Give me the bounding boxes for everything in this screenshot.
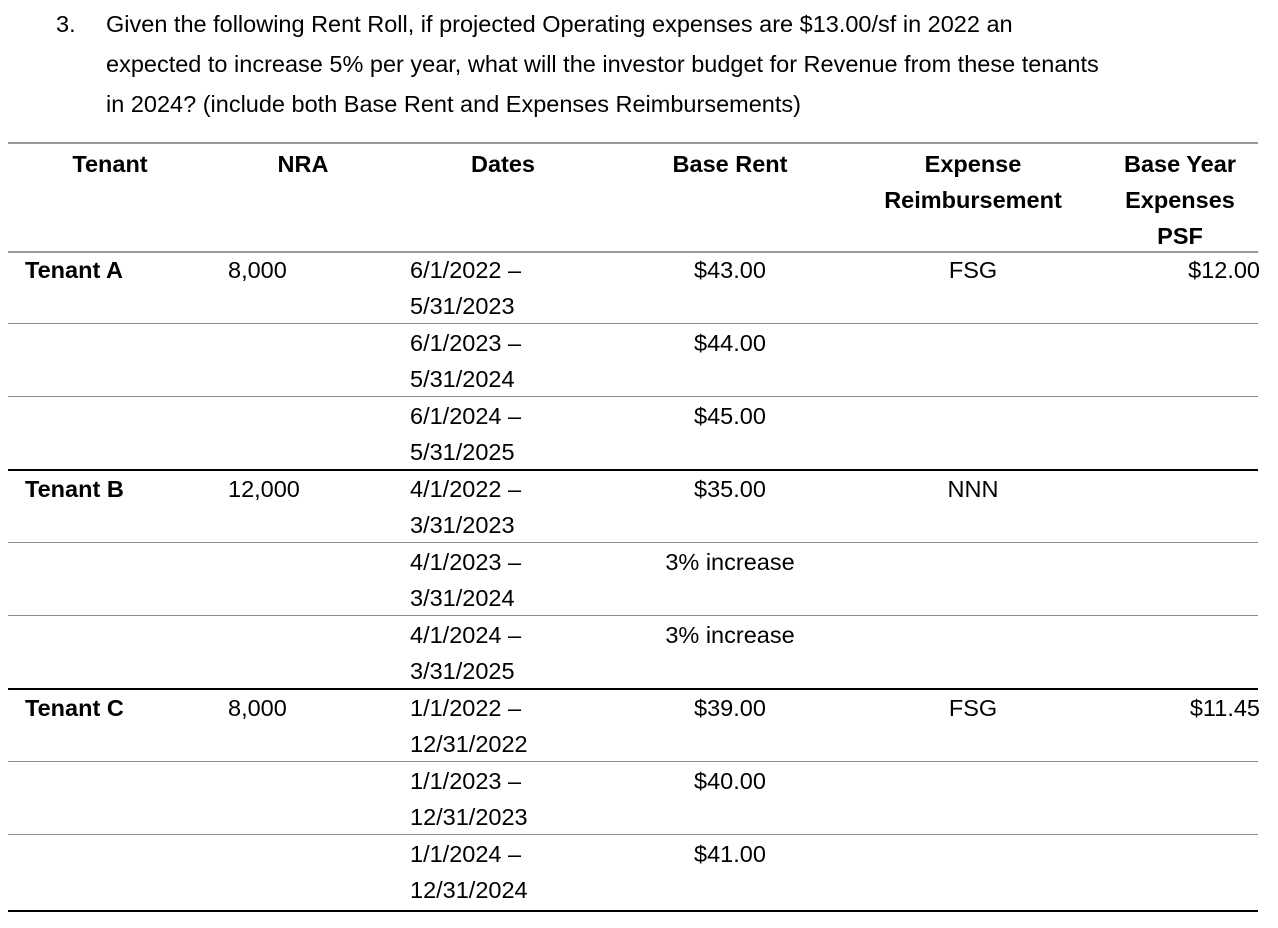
reimbursement-type: NNN	[947, 476, 999, 502]
table-row	[8, 689, 1258, 762]
base-year-expense-value: $11.45	[1189, 695, 1260, 721]
table-row	[8, 616, 1258, 690]
date-end: 3/31/2023	[410, 512, 515, 538]
date-end: 12/31/2022	[410, 731, 528, 757]
reimbursement-type: FSG	[948, 695, 998, 721]
table-row	[8, 397, 1258, 471]
header-base-rent-label: Base Rent	[672, 151, 788, 177]
base-rent-value: 3% increase	[665, 622, 795, 648]
reimbursement-type: FSG	[948, 257, 998, 283]
date-range	[410, 398, 610, 470]
base-rent-value: $41.00	[694, 841, 766, 867]
date-range	[410, 544, 610, 616]
question-line-2: expected to increase 5% per year, what will the investor budget for Revenue from these tenants	[106, 51, 1099, 77]
date-start: 6/1/2024 –	[410, 403, 522, 429]
nra-value: 8,000	[228, 257, 287, 283]
date-start: 4/1/2023 –	[410, 549, 522, 575]
date-start: 4/1/2024 –	[410, 622, 522, 648]
base-rent-value: $39.00	[694, 695, 766, 721]
date-end: 12/31/2023	[410, 804, 528, 830]
base-rent-value: $44.00	[694, 330, 766, 356]
date-start: 4/1/2022 –	[410, 476, 522, 502]
table-row	[8, 762, 1258, 835]
table-header-row	[8, 144, 1258, 253]
date-end: 5/31/2024	[410, 366, 515, 392]
base-year-expense-value: $12.00	[1188, 257, 1260, 283]
date-end: 12/31/2024	[410, 877, 528, 903]
date-range	[410, 763, 610, 835]
header-base-year-line-1: Base Year	[1124, 151, 1236, 177]
rent-roll-table	[8, 142, 1258, 912]
header-dates-label: Dates	[470, 151, 535, 177]
table-row	[8, 543, 1258, 616]
tenant-name: Tenant A	[25, 257, 123, 283]
date-range	[410, 836, 610, 908]
nra-value: 8,000	[228, 695, 287, 721]
date-range	[410, 252, 610, 324]
date-range	[410, 325, 610, 397]
date-start: 1/1/2024 –	[410, 841, 522, 867]
question-line-3: in 2024? (include both Base Rent and Expenses Reimbursements)	[106, 91, 801, 117]
question-block	[56, 4, 1266, 124]
base-rent-value: 3% increase	[665, 549, 795, 575]
header-nra	[248, 146, 358, 182]
date-end: 5/31/2025	[410, 439, 515, 465]
nra-value: 12,000	[228, 476, 300, 502]
header-dates	[418, 146, 588, 182]
table-row	[8, 835, 1258, 907]
date-end: 3/31/2025	[410, 658, 515, 684]
header-tenant	[25, 146, 195, 182]
table-row	[8, 470, 1258, 543]
date-start: 1/1/2022 –	[410, 695, 522, 721]
tenant-name: Tenant C	[25, 695, 124, 721]
date-end: 3/31/2024	[410, 585, 515, 611]
date-start: 1/1/2023 –	[410, 768, 522, 794]
base-rent-value: $40.00	[694, 768, 766, 794]
table-row	[8, 251, 1258, 324]
date-range	[410, 690, 610, 762]
header-base-year-line-3: PSF	[1157, 223, 1203, 249]
header-expense-line-1: Expense	[924, 151, 1022, 177]
header-base-year-expenses	[1106, 146, 1254, 254]
date-start: 6/1/2023 –	[410, 330, 522, 356]
header-base-rent	[620, 146, 840, 182]
base-rent-value: $45.00	[694, 403, 766, 429]
table-row	[8, 324, 1258, 397]
date-start: 6/1/2022 –	[410, 257, 522, 283]
header-tenant-label: Tenant	[72, 151, 148, 177]
date-range	[410, 617, 610, 689]
tenant-name: Tenant B	[25, 476, 124, 502]
header-nra-label: NRA	[277, 151, 329, 177]
header-base-year-line-2: Expenses	[1125, 187, 1235, 213]
base-rent-value: $35.00	[694, 476, 766, 502]
date-end: 5/31/2023	[410, 293, 515, 319]
question-line-1: Given the following Rent Roll, if projected Operating expenses are $13.00/sf in 2022 an	[106, 11, 1013, 37]
base-rent-value: $43.00	[694, 257, 766, 283]
question-number: 3.	[56, 11, 76, 37]
date-range	[410, 471, 610, 543]
header-expense-reimbursement	[868, 146, 1078, 218]
header-expense-line-2: Reimbursement	[884, 187, 1062, 213]
